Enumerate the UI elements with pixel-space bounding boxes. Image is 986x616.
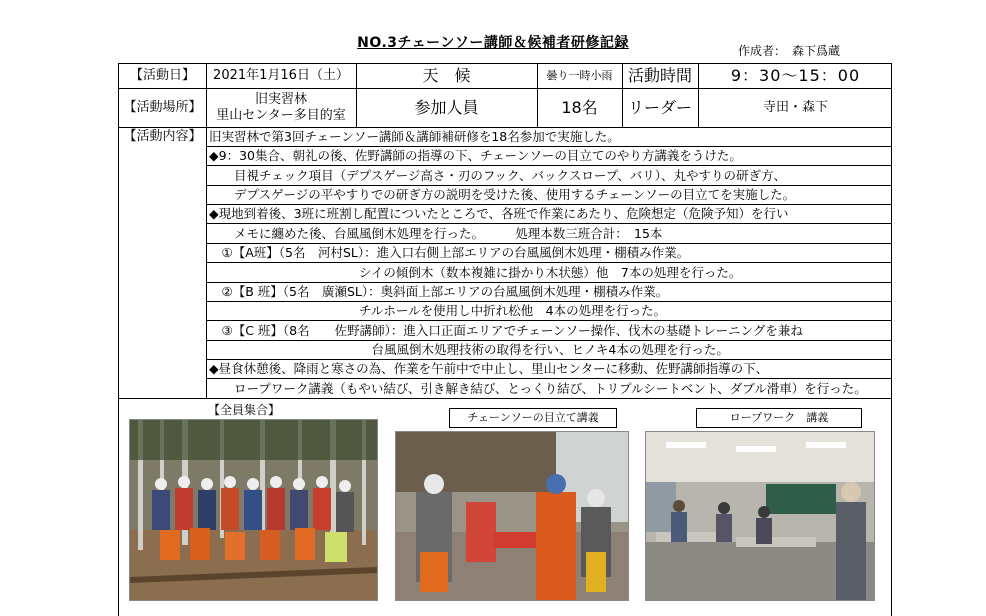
photo-caption-ropework: ロープワーク 講義 xyxy=(696,408,862,428)
place-value-line1: 旧実習林 xyxy=(254,91,307,107)
content-line: デプスゲージの平やすりでの研ぎ方の説明を受けた後、使用するチェーンソーの目立てを実施した。 xyxy=(207,185,891,205)
page-title: NO.3チェーンソー講師＆候補者研修記録 xyxy=(357,35,629,51)
place-value-line2: 里山センター多目的室 xyxy=(216,107,346,123)
content-line: ③【C 班】（8名 佐野講師）：進入口正面エリアでチェーンソー操作、伐木の基礎トレーニングを兼ね xyxy=(207,321,891,341)
weather-label: 天 候 xyxy=(422,66,471,85)
content-line: ◆9：30集合、朝礼の後、佐野講師の指導の下、チェーンソーの目立てのやり方講義をうけた。 xyxy=(207,146,891,166)
content-line: ①【A班】（5名 河村SL）：進入口右側上部エリアの台風風倒木処理・棚積み作業。 xyxy=(207,243,891,263)
content-line: ロープワーク講義（もやい結び、引き解き結び、とっくり結び、トリプルシートベント、ダブル滑車）を行った。 xyxy=(209,380,867,396)
content-line: ◆昼食休憩後、降雨と寒さの為、作業を午前中で中止し、里山センターに移動、佐野講師指導の下、 xyxy=(207,359,891,379)
place-label: 【活動場所】 xyxy=(123,99,202,115)
content-line: 目視チェック項目（デプスゲージ高さ・刃のフック、バックスロープ、バリ）、丸やすりの研ぎ方、 xyxy=(207,166,891,186)
weather-value: 曇り一時小雨 xyxy=(546,69,613,82)
sharpening-photo xyxy=(395,431,629,601)
row-divider xyxy=(119,398,891,399)
participants-value: 18名 xyxy=(561,97,598,117)
content-line: ◆現地到着後、3班に班割し配置についたところで、各班で作業にあたり、危険想定（危険予知）を行い xyxy=(207,204,891,224)
time-value: 9：30〜15：00 xyxy=(730,66,861,85)
date-label: 【活動日】 xyxy=(129,68,195,83)
photo-caption-group: 【全員集合】 xyxy=(207,403,280,417)
content-line: チルホールを使用し中折れ松他 4本の処理を行った。 xyxy=(207,301,891,321)
content-line: 旧実習林で第3回チェーンソー講師＆講師補研修を18名参加で実施した。 xyxy=(207,127,891,147)
participants-label: 参加人員 xyxy=(414,97,479,117)
photo-caption-sharpening: チェーンソーの目立て講義 xyxy=(449,408,617,428)
author-line: 作成者： 森下爲蔵 xyxy=(738,44,841,58)
leader-value: 寺田・森下 xyxy=(762,99,828,115)
content-label: 【活動内容】 xyxy=(123,129,202,144)
content-line: シイの傾倒木（数本複雑に掛かり木状態）他 7本の処理を行った。 xyxy=(207,263,891,283)
content-line: メモに纏めた後、台風風倒木処理を行った。 処理本数三班合計： 15本 xyxy=(207,224,891,244)
place-value xyxy=(206,88,356,127)
leader-label: リーダー xyxy=(627,97,692,117)
record-sheet xyxy=(118,63,892,616)
time-label: 活動時間 xyxy=(627,66,692,85)
group-photo xyxy=(129,419,378,601)
content-line: ②【B 班】（5名 廣瀬SL）：奥斜面上部エリアの台風風倒木処理・棚積み作業。 xyxy=(207,282,891,302)
ropework-photo xyxy=(645,431,875,601)
date-value: 2021年1月16日（土） xyxy=(213,68,349,83)
content-line: 台風風倒木処理技術の取得を行い、ヒノキ4本の処理を行った。 xyxy=(207,340,891,360)
